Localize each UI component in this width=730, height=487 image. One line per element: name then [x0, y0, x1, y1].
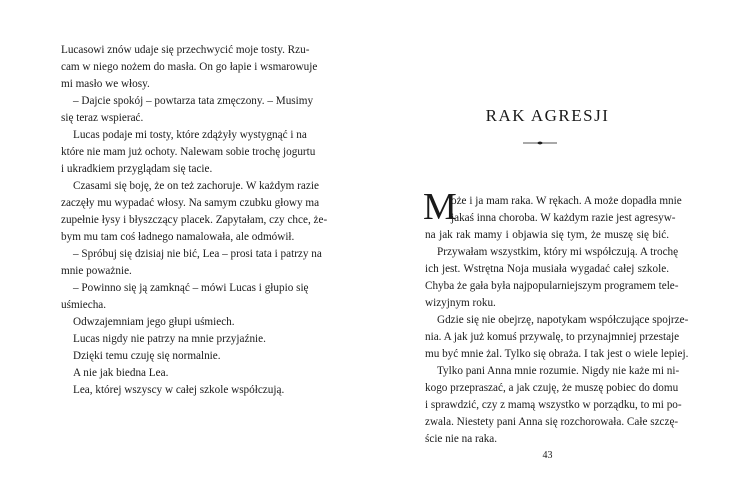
left-line-21: Lea, której wszyscy w całej szkole współczują. [73, 384, 285, 396]
left-line-6: Lucas podaje mi tosty, które zdążyły wystygnąć i na [73, 129, 307, 141]
left-line-15: – Powinno się ją zamknąć – mówi Lucas i głupio się [73, 282, 309, 294]
left-line-17: Odwzajemniam jego głupi uśmiech. [73, 316, 235, 328]
left-line-20: A nie jak biedna Lea. [73, 367, 169, 379]
left-line-2: cam w niego nożem do masła. On go łapie i wsmarowuje [61, 61, 318, 73]
left-line-14: mnie poważnie. [61, 265, 132, 277]
right-line-1: oże i ja mam raka. W rękach. A może dopadła mnie [451, 195, 682, 207]
right-line-11: Tylko pani Anna mnie rozumie. Nigdy nie każe mi ni- [437, 365, 680, 377]
right-line-9: nia. A jak już komuś przywalę, to przynajmniej przestaje [425, 331, 680, 343]
right-line-4: Przywałam wszystkim, który mi współczują. A trochę [437, 246, 679, 258]
right-line-15: ście nie na raka. [425, 433, 498, 445]
right-line-2: jakaś inna choroba. W każdym razie jest agresyw- [451, 212, 676, 224]
right-line-12: kogo przepraszać, a jak czuję, że muszę pobiec do domu [425, 382, 679, 394]
drop-cap: M [423, 186, 457, 228]
left-line-16: uśmiecha. [61, 299, 107, 311]
left-line-8: i ukradkiem przyglądam się tacie. [61, 163, 213, 175]
left-line-10: zaczęły mu wypadać włosy. Na samym czubku głowy ma [61, 197, 320, 209]
left-line-7: które nie mam już ochoty. Nalewam sobie trochę jogurtu [61, 146, 316, 158]
right-line-3: na jak rak mamy i objawia się tym, że muszę się bić. [425, 229, 669, 241]
left-line-3: mi masło we włosy. [61, 78, 150, 90]
right-line-5: ich jest. Wstrętna Noja musiała wygadać całej szkole. [425, 263, 669, 275]
left-line-19: Dzięki temu czuję się normalnie. [73, 350, 221, 362]
left-line-11: zupełnie łysy i błyszczący placek. Zapytałam, czy chce, że- [61, 214, 328, 226]
page-number: 43 [542, 450, 553, 461]
left-line-5: się teraz wspierać. [61, 112, 144, 124]
right-line-8: Gdzie się nie obejrzę, napotykam współczujące spojrze- [437, 314, 689, 326]
left-line-1: Lucasowi znów udaje się przechwycić moje tosty. Rzu- [61, 44, 310, 56]
left-line-4: – Dajcie spokój – powtarza tata zmęczony. – Musimy [73, 95, 314, 107]
right-line-7: wizyjnym roku. [425, 297, 496, 309]
chapter-title: RAK AGRESJI [485, 106, 610, 125]
left-line-13: – Spróbuj się dzisiaj nie bić, Lea – prosi tata i patrzy na [73, 248, 322, 260]
ornament-flourish-icon [523, 140, 557, 146]
left-line-9: Czasami się boję, że on też zachoruje. W każdym razie [73, 180, 319, 192]
right-line-13: i sprawdzić, czy z mamą wszystko w porządku, to mi po- [425, 399, 682, 411]
left-line-18: Lucas nigdy nie patrzy na mnie przyjaźnie. [73, 333, 266, 345]
right-page [365, 0, 730, 487]
right-line-14: zwala. Niestety pani Anna się rozchorowała. Całe szczę- [425, 416, 679, 428]
left-line-12: bym mu tam coś ładnego namalowała, ale odmówił. [61, 231, 295, 243]
right-line-10: mu być mnie żal. Tylko się obraża. I tak jest o wiele lepiej. [425, 348, 689, 360]
right-line-6: Chyba że gała była najpopularniejszym programem tele- [425, 280, 679, 292]
